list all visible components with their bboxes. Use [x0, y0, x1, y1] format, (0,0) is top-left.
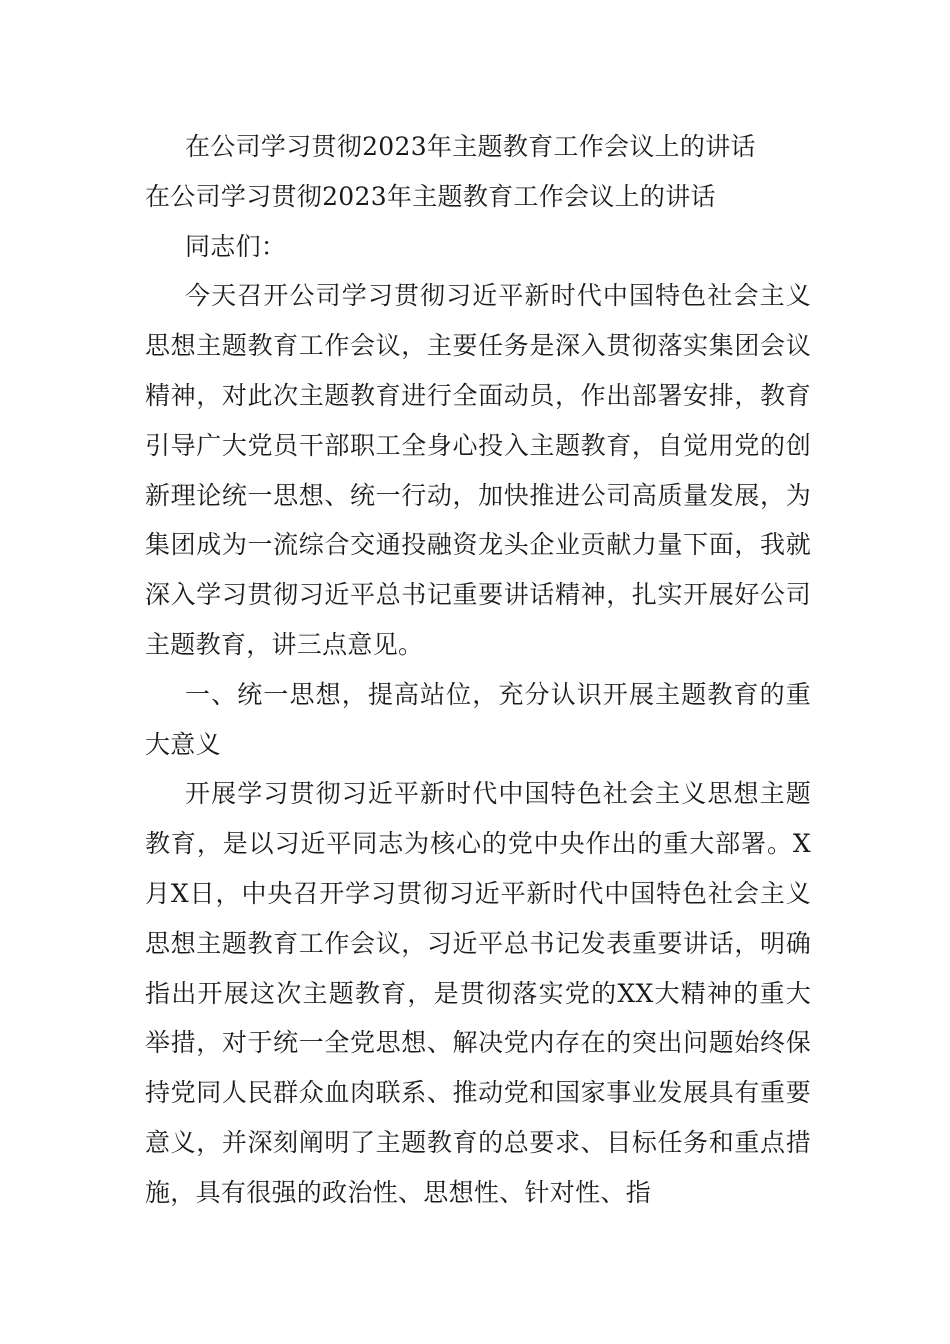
paragraph-intro: 今天召开公司学习贯彻习近平新时代中国特色社会主义思想主题教育工作会议，主要任务是深入贯彻落实集团会议精神，对此次主题教育进行全面动员，作出部署安排，教育引导广大党员干部职工全身心投入主题教育，自觉用党的创新理论统一思想、统一行动，加快推进公司高质量发展，为集团成为一流综合交通投融资龙头企业贡献力量下面，我就深入学习贯彻习近平总书记重要讲话精神，扎实开展好公司主题教育，讲三点意见。	[145, 281, 811, 659]
paragraph-section-one: 开展学习贯彻习近平新时代中国特色社会主义思想主题教育，是以习近平同志为核心的党中央作出的重大部署。X月X日，中央召开学习贯彻习近平新时代中国特色社会主义思想主题教育工作会议，习近平总书记发表重要讲话，明确指出开展这次主题教育，是贯彻落实党的XX大精神的重大举措，对于统一全党思想、解决党内存在的突出问题始终保持党同人民群众血肉联系、推动党和国家事业发展具有重要意义，并深刻阐明了主题教育的总要求、目标任务和重点措施，具有很强的政治性、思想性、针对性、指	[145, 779, 811, 1207]
section-heading-one: 一、统一思想，提高站位，充分认识开展主题教育的重大意义	[145, 679, 811, 759]
salutation: 同志们：	[185, 231, 287, 261]
document-body	[145, 122, 811, 1218]
document-title: 在公司学习贯彻2023年主题教育工作会议上的讲话	[185, 132, 756, 161]
document-subtitle: 在公司学习贯彻2023年主题教育工作会议上的讲话	[145, 181, 716, 211]
